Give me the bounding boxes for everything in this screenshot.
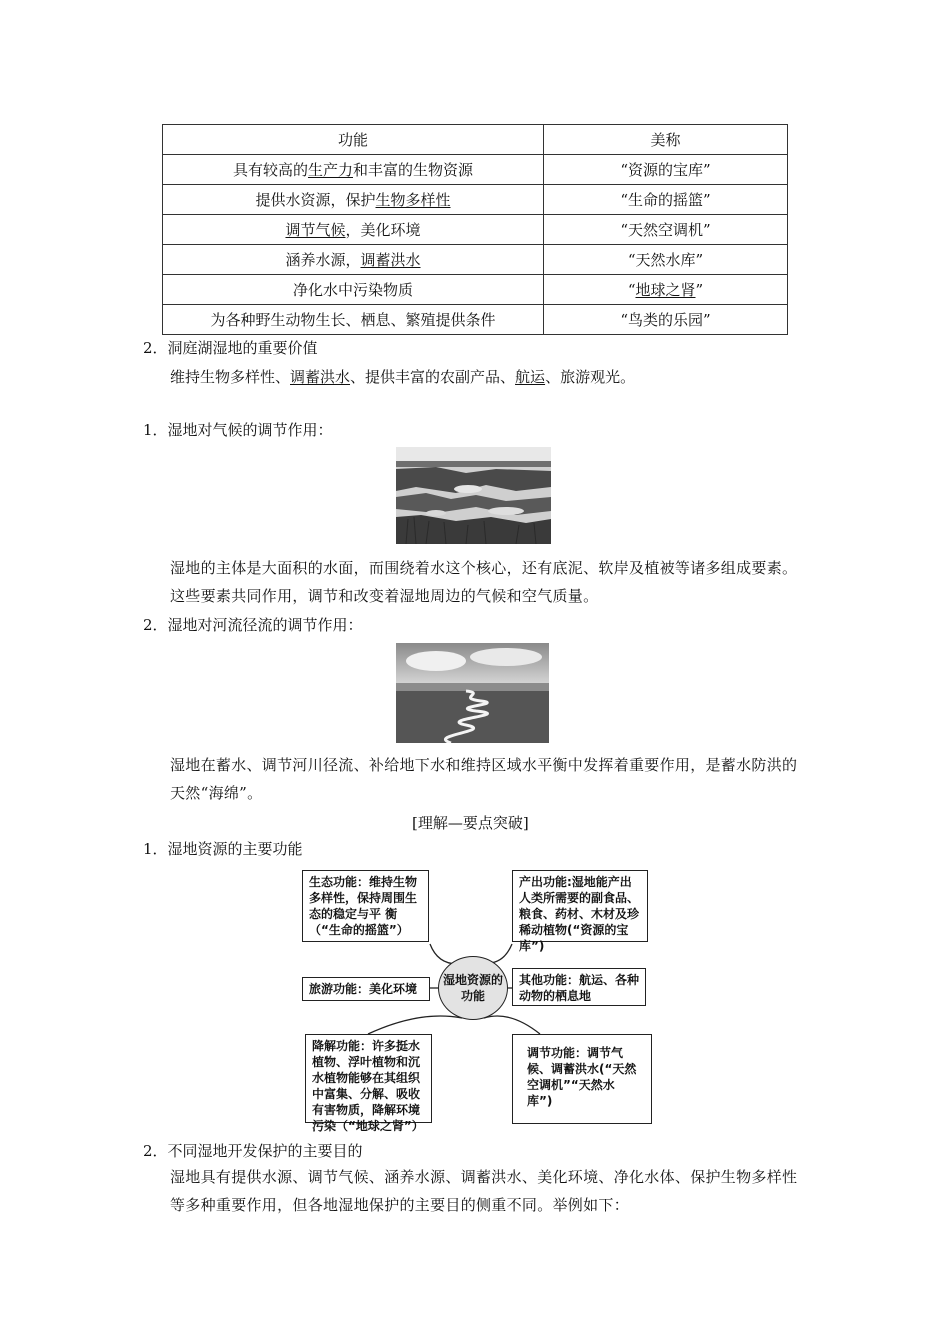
section-heading-dongting: 2．洞庭湖湿地的重要价值 <box>143 339 318 357</box>
table-row: 净化水中污染物质 “地球之肾” <box>163 275 788 305</box>
functions-heading: 1．湿地资源的主要功能 <box>143 840 303 858</box>
purpose-body: 湿地具有提供水源、调节气候、涵养水源、调蓄洪水、美化环境、净化水体、保护生物多样性等多种重要作用，但各地湿地保护的主要目的侧重不同。举例如下： <box>170 1168 798 1214</box>
tourism-function-box: 旅游功能：美化环境 <box>302 977 430 1001</box>
degrade-function-box: 降解功能：许多挺水植物、浮叶植物和沉水植物能够在其组织中富集、分解、吸收有害物质，降解环境污染（“地球之肾”） <box>305 1034 432 1123</box>
table-row: 调节气候，美化环境 “天然空调机” <box>163 215 788 245</box>
climate-heading: 1．湿地对气候的调节作用： <box>143 421 333 439</box>
table-header-name: 美称 <box>544 125 788 155</box>
table-header-function: 功能 <box>163 125 544 155</box>
mindmap-center: 湿地资源的功能 <box>438 956 508 1020</box>
regulate-function-box: 调节功能：调节气候、调蓄洪水(“天然空调机”“天然水库”) <box>512 1034 652 1124</box>
runoff-body: 湿地在蓄水、调节河川径流、补给地下水和维持区域水平衡中发挥着重要作用，是蓄水防洪的天然“海绵”。 <box>170 756 798 802</box>
eco-function-box: 生态功能：维持生物多样性，保持周围生态的稳定与平 衡（“生命的摇篮”） <box>302 870 429 942</box>
climate-body: 湿地的主体是大面积的水面，而围绕着水这个核心，还有底泥、软岸及植被等诸多组成要素。这些要素共同作用，调节和改变着湿地周边的气候和空气质量。 <box>170 559 798 605</box>
dongting-value-text: 维持生物多样性、调蓄洪水、提供丰富的农副产品、航运、旅游观光。 <box>170 368 636 386</box>
table-row: 为各种野生动物生长、栖息、繁殖提供条件 “鸟类的乐园” <box>163 305 788 335</box>
table-row: 提供水资源，保护生物多样性 “生命的摇篮” <box>163 185 788 215</box>
runoff-heading: 2．湿地对河流径流的调节作用： <box>143 616 363 634</box>
other-function-box: 其他功能：航运、各种动物的栖息地 <box>512 968 646 1006</box>
product-function-box: 产出功能:湿地能产出人类所需要的副食品、粮食、药材、木材及珍稀动植物(“资源的宝库”) <box>512 870 648 942</box>
table-row: 涵养水源，调蓄洪水 “天然水库” <box>163 245 788 275</box>
section-label-breakthrough: [理解—要点突破] <box>412 814 529 832</box>
table-row: 具有较高的生产力和丰富的生物资源 “资源的宝库” <box>163 155 788 185</box>
purpose-heading: 2．不同湿地开发保护的主要目的 <box>143 1142 363 1160</box>
